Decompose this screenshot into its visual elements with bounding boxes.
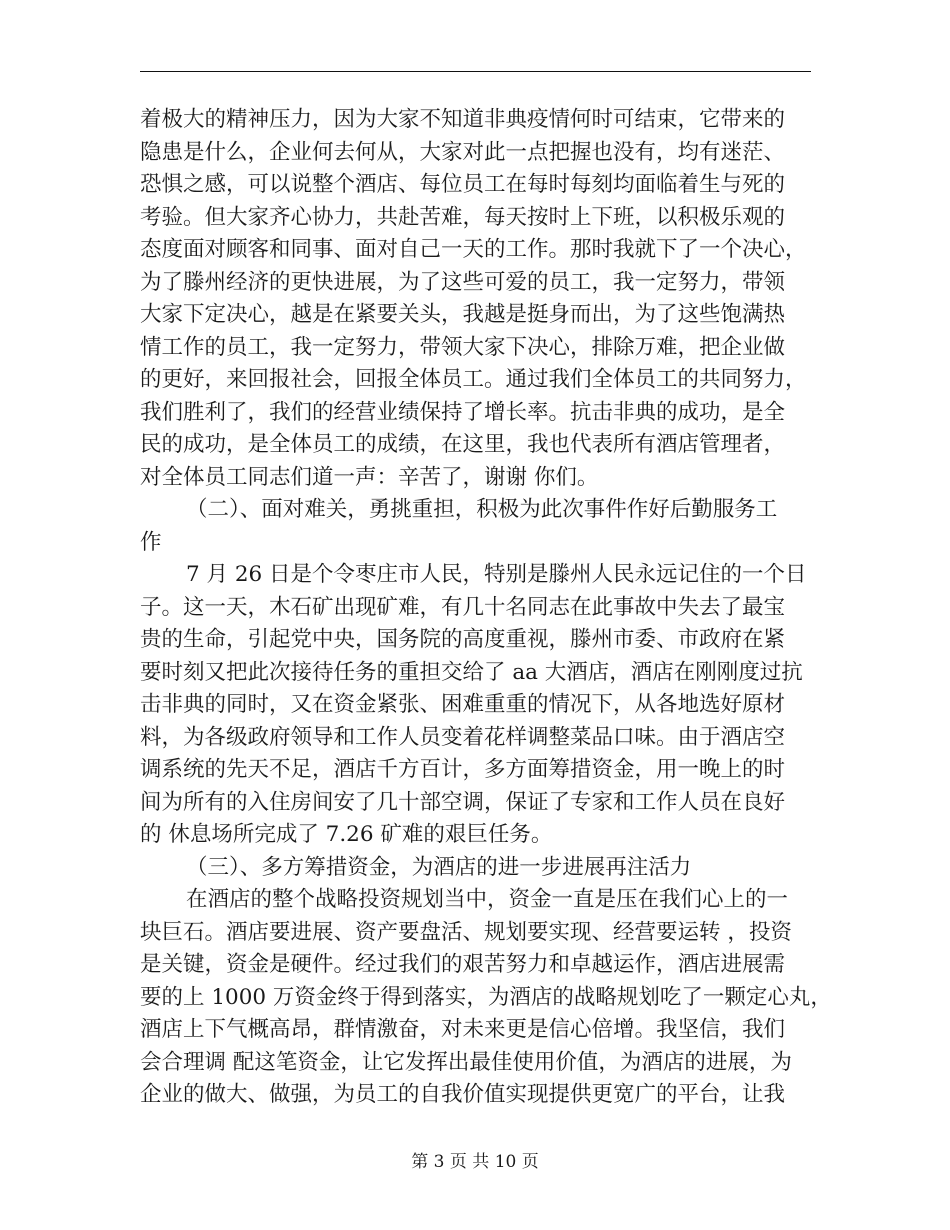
text-line: 隐患是什么，企业何去何从，大家对此一点把握也没有，均有迷茫、 bbox=[140, 139, 786, 165]
text-line: 调系统的先天不足，酒店千方百计，多方面筹措资金，用一晚上的时 bbox=[140, 757, 786, 782]
text-line: 酒店上下气概高昂，群情激奋，对未来更是信心倍增。我坚信，我们 bbox=[140, 1017, 786, 1042]
text-line: 我们胜利了，我们的经营业绩保持了增长率。抗击非典的成功，是全 bbox=[140, 399, 786, 425]
text-line: 大家下定决心，越是在紧要关头，我越是挺身而出，为了这些饱满热 bbox=[140, 302, 786, 327]
text-line: 恐惧之感，可以说整个酒店、每位员工在每时每刻均面临着生与死的 bbox=[140, 172, 786, 197]
section-heading: （二）、面对难关，勇挑重担，积极为此次事件作好后勤服务工 bbox=[186, 497, 778, 522]
text-line: 会合理调 配这笔资金，让它发挥出最佳使用价值，为酒店的进展，为 bbox=[140, 1049, 792, 1075]
section-heading-continuation: 作 bbox=[140, 529, 162, 555]
text-line: 击非典的同时，又在资金紧张、困难重重的情况下，从各地选好原材 bbox=[140, 692, 786, 717]
text-line: 在酒店的整个战略投资规划当中，资金一直是压在我们心上的一 bbox=[186, 887, 789, 912]
page-number: 第 3 页 共 10 页 bbox=[411, 1152, 539, 1172]
text-line: 块巨石。酒店要进展、资产要盘活、规划要实现、经营要运转 ，投资 bbox=[140, 919, 792, 945]
text-line: 着极大的精神压力，因为大家不知道非典疫情何时可结束，它带来的 bbox=[140, 107, 786, 132]
text-line: 为了滕州经济的更快进展，为了这些可爱的员工，我一定努力，带领 bbox=[140, 269, 786, 295]
text-line: 的 休息场所完成了 7.26 矿难的艰巨任务。 bbox=[140, 822, 553, 847]
text-line: 的更好，来回报社会，回报全体员工。通过我们全体员工的共同努力， bbox=[140, 367, 807, 392]
text-line: 要时刻又把此次接待任务的重担交给了 aa 大酒店，酒店在刚刚度过抗 bbox=[140, 659, 803, 685]
text-line: 要的上 1000 万资金终于得到落实，为酒店的战略规划吃了一颗定心丸， bbox=[140, 984, 832, 1010]
text-line: 7 月 26 日是个令枣庄市人民，特别是滕州人民永远记住的一个日 bbox=[186, 562, 807, 587]
text-line: 民的成功，是全体员工的成绩，在这里，我也代表所有酒店管理者， bbox=[140, 432, 786, 457]
section-heading: （三）、多方筹措资金，为酒店的进一步进展再注活力 bbox=[186, 854, 692, 880]
body-text bbox=[140, 104, 832, 1112]
header-rule bbox=[140, 71, 811, 72]
text-line: 企业的做大、做强，为员工的自我价值实现提供更宽广的平台，让我 bbox=[140, 1082, 786, 1107]
text-line: 情工作的员工，我一定努力，带领大家下决心，排除万难，把企业做 bbox=[140, 334, 786, 360]
text-line: 是关键，资金是硬件。经过我们的艰苦努力和卓越运作，酒店进展需 bbox=[140, 952, 786, 977]
text-line: 料，为各级政府领导和工作人员变着花样调整菜品口味。由于酒店空 bbox=[140, 724, 786, 750]
text-line: 贵的生命，引起党中央，国务院的高度重视，滕州市委、市政府在紧 bbox=[140, 627, 786, 652]
text-line: 间为所有的入住房间安了几十部空调，保证了专家和工作人员在良好 bbox=[140, 789, 786, 815]
text-line: 子。这一天，木石矿出现矿难，有几十名同志在此事故中失去了最宝 bbox=[140, 594, 786, 620]
text-line: 对全体员工同志们道一声：辛苦了，谢谢 你们。 bbox=[140, 464, 599, 490]
text-line: 考验。但大家齐心协力，共赴苦难，每天按时上下班，以积极乐观的 bbox=[140, 204, 786, 230]
text-line: 态度面对顾客和同事、面对自己一天的工作。那时我就下了一个决心， bbox=[140, 237, 807, 262]
